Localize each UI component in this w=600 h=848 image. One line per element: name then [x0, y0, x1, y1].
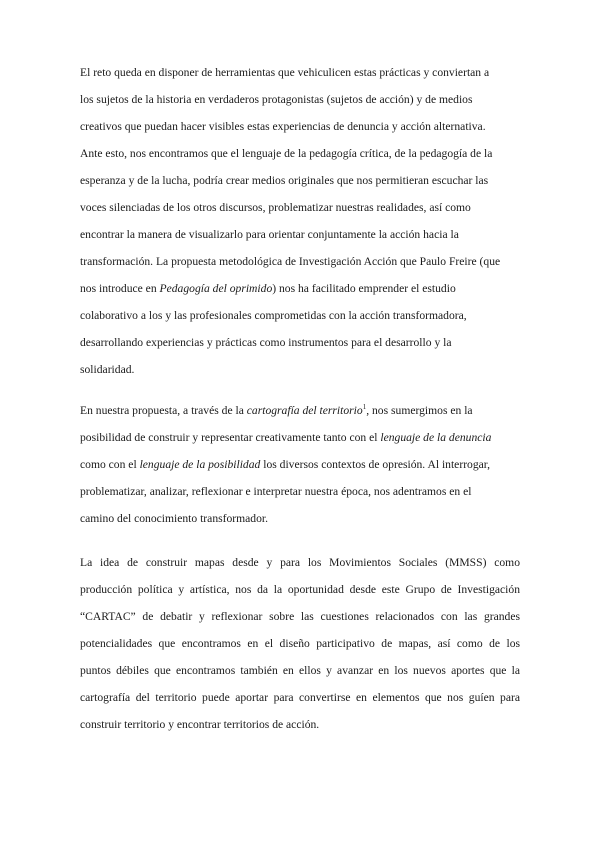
- text-line: cartografía del territorio puede aportar para convertirse en elementos que nos guíen para: [80, 691, 520, 704]
- text-line: El reto queda en disponer de herramientas que vehiculicen estas prácticas y conviertan a: [80, 66, 490, 79]
- paragraph-3: [80, 549, 520, 738]
- text-line: [80, 424, 520, 451]
- text-line: encontrar la manera de visualizarlo para orientar conjuntamente la acción hacia la: [80, 228, 459, 241]
- text-run: como con el: [80, 458, 140, 471]
- text-line: esperanza y de la lucha, podría crear medios originales que nos permitieran escuchar las: [80, 174, 489, 187]
- text-line: puntos débiles que encontramos también en ellos y avanzar en los nuevos aportes que la: [80, 664, 520, 677]
- text-line: camino del conocimiento transformador.: [80, 512, 269, 525]
- text-run: , nos sumergimos en la: [366, 404, 473, 417]
- text-run: posibilidad de construir y representar creativamente tanto con el: [80, 431, 381, 444]
- text-line: desarrollando experiencias y prácticas como instrumentos para el desarrollo y la: [80, 336, 452, 349]
- text-line: transformación. La propuesta metodológica de Investigación Acción que Paulo Freire (que: [80, 255, 501, 268]
- text-line: “CARTAC” de debatir y reflexionar sobre las cuestiones relacionados con las grandes: [80, 610, 520, 623]
- italic-term: lenguaje de la denuncia: [380, 431, 492, 444]
- text-run: nos introduce en: [80, 282, 160, 295]
- paragraph-1: [80, 59, 520, 383]
- text-line: producción política y artística, nos da la oportunidad desde este Grupo de Investigación: [80, 583, 520, 596]
- text-run: ) nos ha facilitado emprender el estudio: [272, 282, 456, 295]
- text-line: La idea de construir mapas desde y para los Movimientos Sociales (MMSS) como: [80, 556, 520, 569]
- text-line: construir territorio y encontrar territorios de acción.: [80, 718, 320, 731]
- text-line: creativos que puedan hacer visibles estas experiencias de denuncia y acción alternativa.: [80, 120, 486, 133]
- text-line: [80, 397, 520, 424]
- italic-term: cartografía del territorio: [246, 404, 363, 417]
- footnote-marker: 1: [362, 403, 367, 412]
- paragraph-2: [80, 397, 520, 532]
- book-title-italic: Pedagogía del oprimido: [159, 282, 273, 295]
- text-line: voces silenciadas de los otros discursos, problematizar nuestras realidades, así como: [80, 201, 471, 214]
- text-line: solidaridad.: [80, 363, 135, 376]
- italic-term: lenguaje de la posibilidad: [139, 458, 261, 471]
- text-line: [80, 451, 520, 478]
- text-line: Ante esto, nos encontramos que el lenguaje de la pedagogía crítica, de la pedagogía de la: [80, 147, 493, 160]
- text-run: los diversos contextos de opresión. Al interrogar,: [260, 458, 491, 471]
- text-line: colaborativo a los y las profesionales comprometidas con la acción transformadora,: [80, 309, 467, 322]
- text-line: problematizar, analizar, reflexionar e interpretar nuestra época, nos adentramos en el: [80, 485, 472, 498]
- text-line: potencialidades que encontramos en el diseño participativo de mapas, así como de los: [80, 637, 520, 650]
- text-line: los sujetos de la historia en verdaderos protagonistas (sujetos de acción) y de medios: [80, 93, 473, 106]
- text-run: En nuestra propuesta, a través de la: [80, 404, 247, 417]
- text-line: [80, 275, 520, 302]
